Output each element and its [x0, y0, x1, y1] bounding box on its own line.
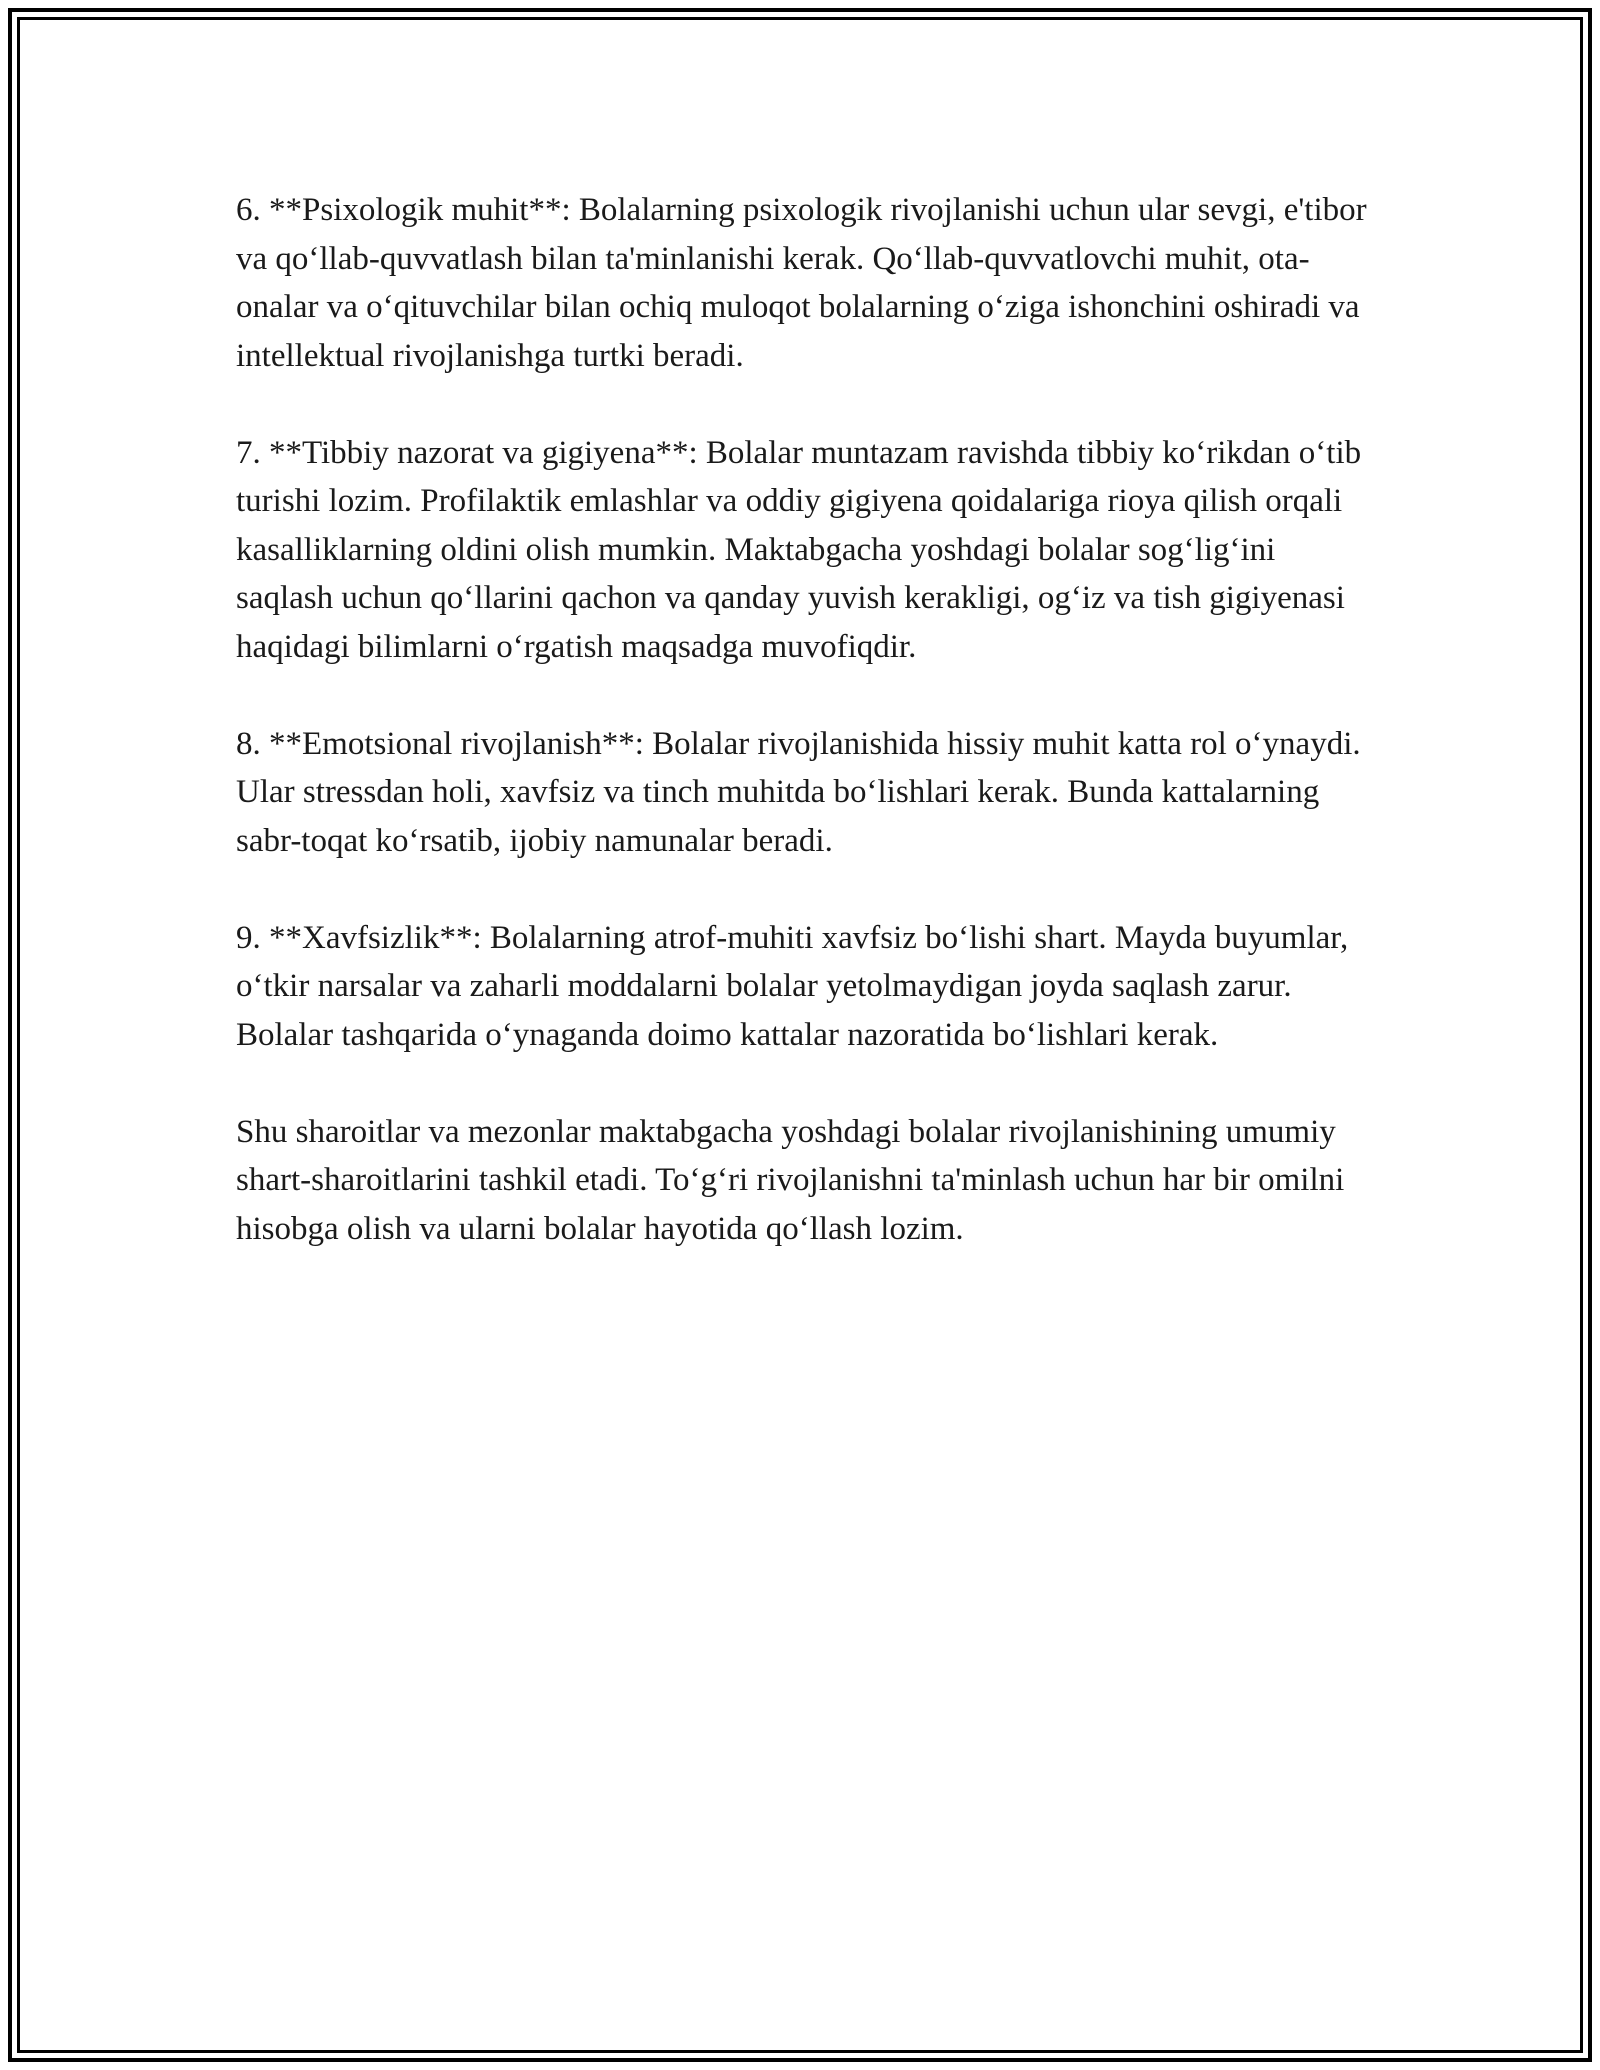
paragraph-xavfsizlik: 9. **Xavfsizlik**: Bolalarning atrof-muhiti xavfsiz bo‘lishi shart. Mayda buyumlar, o‘tkir narsalar va zaharli moddalarni bolalar yetolmaydigan joyda saqlash zarur. Bolalar tashqarida o‘ynaganda doimo kattalar nazoratida bo‘lishlari kerak.: [236, 919, 1349, 1053]
paragraph-emotsional-rivojlanish: 8. **Emotsional rivojlanish**: Bolalar rivojlanishida hissiy muhit katta rol o‘ynaydi. Ular stressdan holi, xavfsiz va tinch muhitda bo‘lishlari kerak. Bunda kattalarning sabr-toqat ko‘rsatib, ijobiy namunalar beradi.: [236, 725, 1361, 859]
paragraph-tibbiy-nazorat: 7. **Tibbiy nazorat va gigiyena**: Bolalar muntazam ravishda tibbiy ko‘rikdan o‘tib turishi lozim. Profilaktik emlashlar va oddiy gigiyena qoidalariga rioya qilish orqali kasalliklarning oldini olish mumkin. Maktabgacha yoshdagi bolalar sog‘lig‘ini saqlash uchun qo‘llarini qachon va qanday yuvish kerakligi, og‘iz va tish gigiyenasi haqidagi bilimlarni o‘rgatish maqsadga muvofiqdir.: [236, 434, 1362, 665]
paragraph-psixologik-muhit: 6. **Psixologik muhit**: Bolalarning psixologik rivojlanishi uchun ular sevgi, e'tibor va qo‘llab-quvvatlash bilan ta'minlanishi kerak. Qo‘llab-quvvatlovchi muhit, ota-onalar va o‘qituvchilar bilan ochiq muloqot bolalarning o‘ziga ishonchini oshiradi va intellektual rivojlanishga turtki beradi.: [236, 192, 1367, 374]
document-body: [236, 186, 1376, 1302]
paragraph-conclusion: Shu sharoitlar va mezonlar maktabgacha yoshdagi bolalar rivojlanishining umumiy shart-sharoitlarini tashkil etadi. To‘g‘ri rivojlanishni ta'minlash uchun har bir omilni hisobga olish va ularni bolalar hayotida qo‘llash lozim.: [236, 1113, 1345, 1247]
